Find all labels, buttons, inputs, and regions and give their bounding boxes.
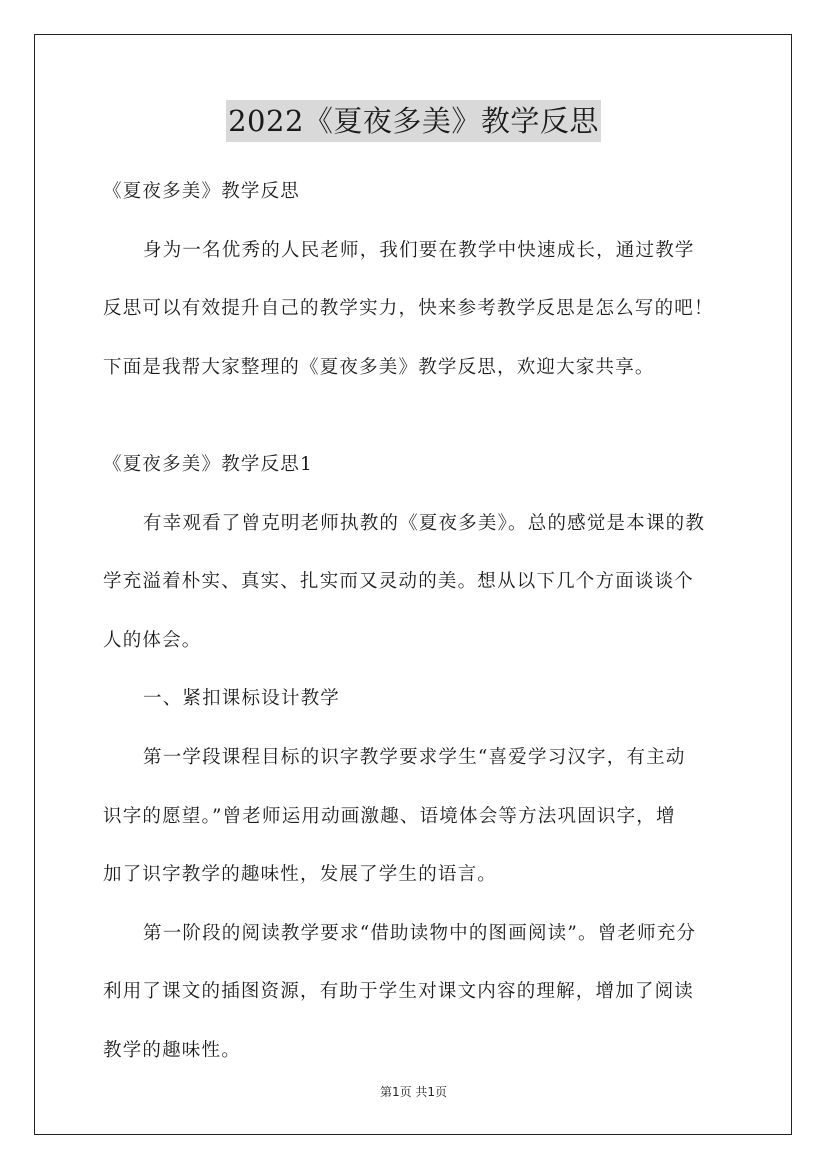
text-line: 第一阶段的阅读教学要求“借助读物中的图画阅读”。曾老师充分 [143,922,697,944]
intro-section [103,163,730,397]
text-line: 学充溢着朴实、真实、扎实而又灵动的美。想从以下几个方面谈谈个 [103,571,695,593]
reflection-1-section [103,436,730,1081]
text-line: 人的体会。 [103,629,202,651]
text-line: 有幸观看了曾克明老师执教的《夏夜多美》。总的感觉是本课的教 [143,512,706,534]
document-title: 2022《夏夜多美》教学反思 [226,100,601,142]
text-line: 利用了课文的插图资源，有助于学生对课文内容的理解，增加了阅读 [103,981,695,1003]
text-line: 身为一名优秀的人民老师，我们要在教学中快速成长，通过教学 [143,239,695,261]
text-line: 下面是我帮大家整理的《夏夜多美》教学反思，欢迎大家共享。 [103,356,655,378]
page-footer: 第1页 共1页 [379,1085,448,1099]
text-line: 反思可以有效提升自己的教学实力，快来参考教学反思是怎么写的吧！ [103,298,714,320]
text-line: 一、紧扣课标设计教学 [143,688,341,710]
title-container [0,100,827,142]
text-line: 《夏夜多美》教学反思 [103,181,301,202]
text-line: 加了识字教学的趣味性，发展了学生的语言。 [103,864,498,886]
text-line: 识字的愿望。”曾老师运用动画激趣、语境体会等方法巩固识字，增 [103,805,676,827]
text-line: 第一学段课程目标的识字教学要求学生“喜爱学习汉字，有主动 [143,746,686,768]
text-line: 《夏夜多美》教学反思1 [103,454,313,475]
text-line: 教学的趣味性。 [103,1039,241,1061]
